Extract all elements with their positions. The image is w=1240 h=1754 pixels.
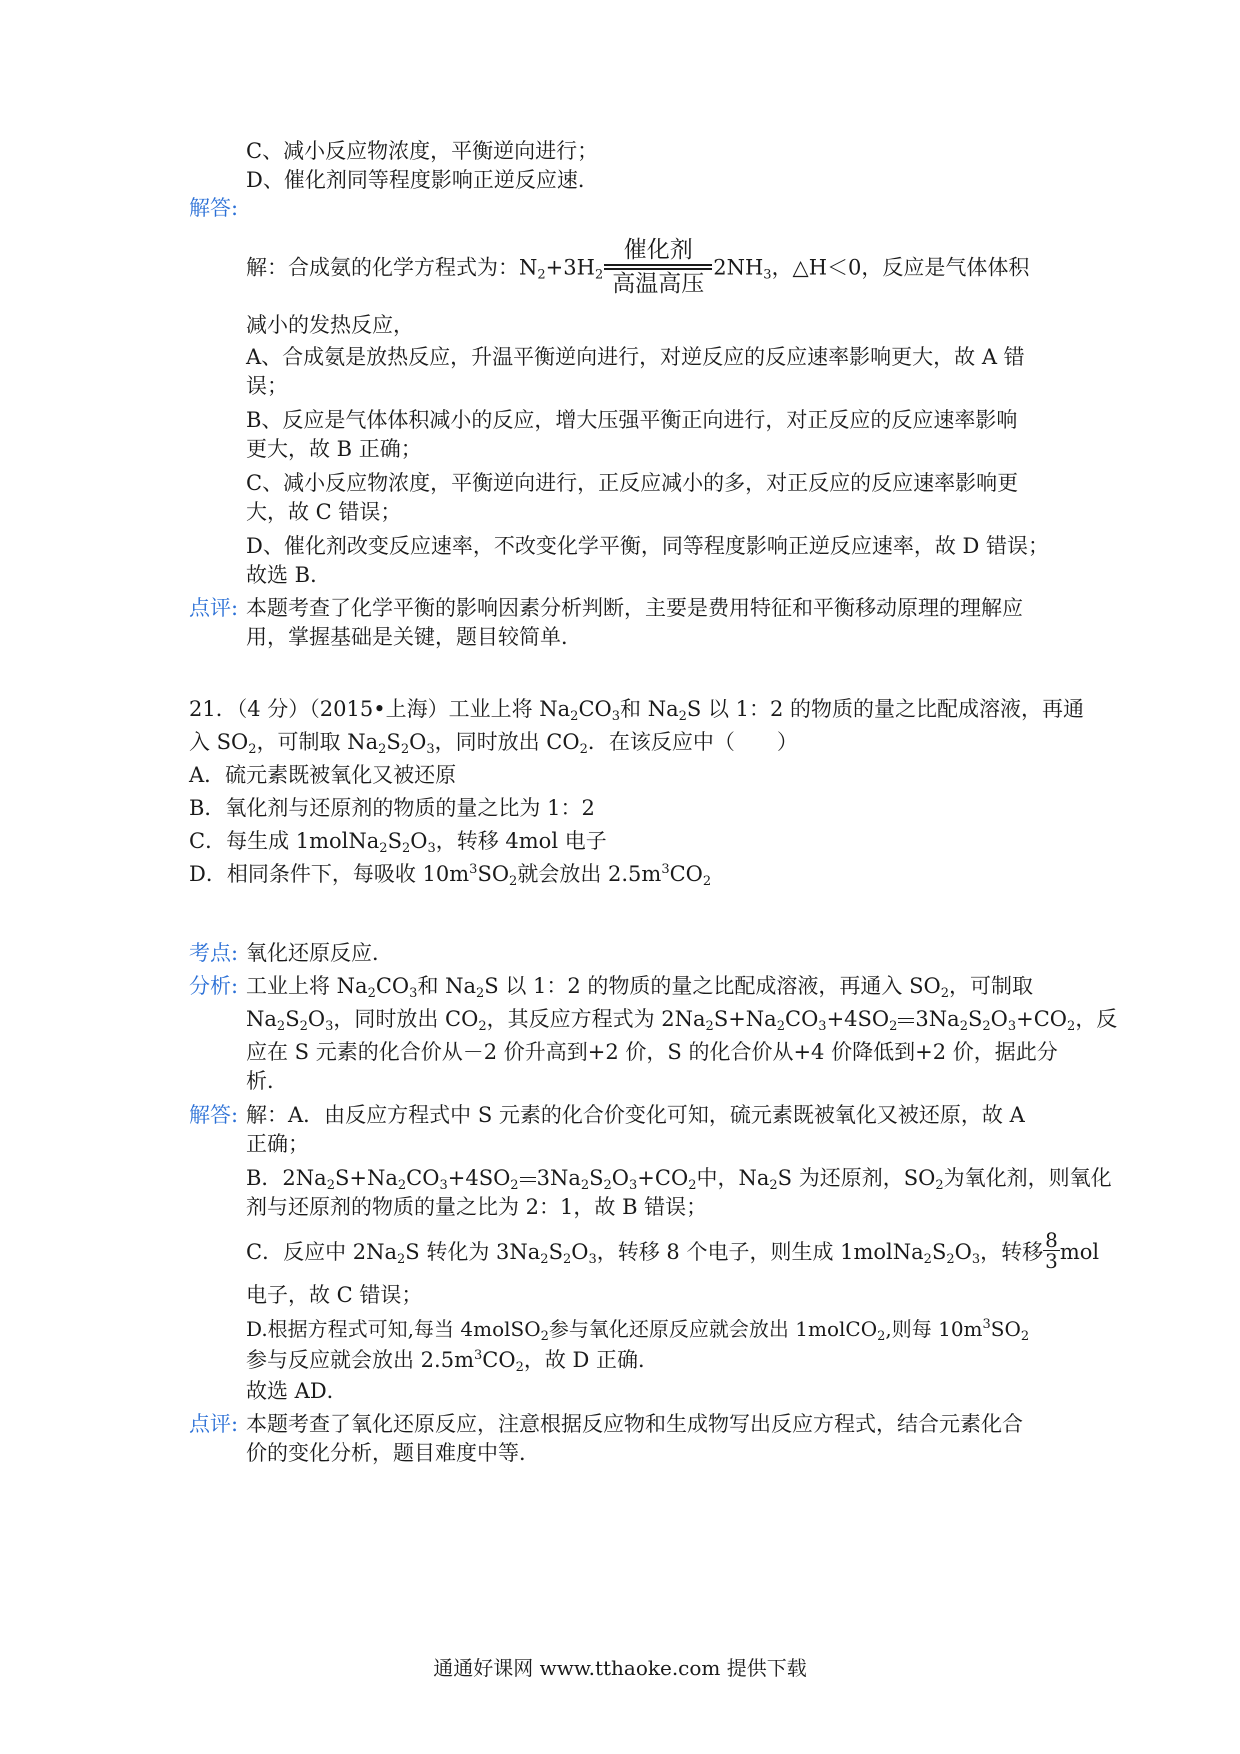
sub: 3 — [629, 1178, 638, 1193]
t: O — [611, 1166, 630, 1190]
sub: 2 — [276, 1019, 286, 1034]
sub: 2 — [397, 1252, 406, 1267]
t: +4SO — [447, 1166, 511, 1190]
prev-c1: C、减小反应物浓度，平衡逆向进行，正反应减小的多，对正反应的反应速率影响更 — [246, 471, 1019, 495]
t: 工业上将 Na — [246, 974, 368, 998]
sup: 3 — [982, 1317, 991, 1332]
t: S+Na — [334, 1166, 398, 1190]
sub: 2 — [940, 986, 949, 1001]
sub: 2 — [510, 1178, 519, 1193]
t: 3Na — [915, 1007, 960, 1031]
jieda-a1: 解：A．由反应方程式中 S 元素的化合价变化可知，硫元素既被氧化又被还原，故 A — [246, 1103, 1025, 1127]
catalyst-condition — [604, 236, 712, 298]
sup: 3 — [661, 862, 670, 877]
eq-product: 2NH — [713, 255, 764, 280]
t: ，可制取 Na — [256, 730, 379, 754]
prev-dp2: 用，掌握基础是关键，题目较简单． — [246, 625, 582, 649]
t: 为氧化剂，则氧化 — [943, 1166, 1112, 1190]
sub: 2 — [678, 709, 687, 724]
t: 参与反应就会放出 2.5m — [246, 1348, 474, 1372]
kaodian-text: 氧化还原反应． — [246, 941, 393, 965]
jieda-b2: 剂与还原剂的物质的量之比为 2：1，故 B 错误； — [246, 1195, 708, 1219]
t: ，转移 4mol 电子 — [435, 829, 607, 853]
sub: 3 — [427, 841, 436, 856]
prev-jieda-label: 解答: — [189, 196, 239, 220]
sub: 2 — [579, 742, 588, 757]
page-footer: 通通好课网 www.tthaoke.com 提供下载 — [433, 1656, 807, 1680]
q21-option-a: A．硫元素既被氧化又被还原 — [189, 763, 457, 787]
t: ，其反应方程式为 2Na — [486, 1007, 706, 1031]
sub: 2 — [935, 1178, 944, 1193]
t: S — [967, 1007, 983, 1031]
fenxi-line3: 应在 S 元素的化合价从－2 价升高到+2 价，S 的化合价从+4 价降低到+2 价，据此分 — [246, 1040, 1058, 1064]
condition-bottom: 高温高压 — [612, 271, 705, 297]
t: CO — [482, 1348, 516, 1372]
t: ．在该反应中（ ） — [587, 730, 798, 754]
condition-top: 催化剂 — [623, 237, 693, 263]
sub: 2 — [877, 1329, 886, 1344]
prev-d1: D、催化剂改变反应速率，不改变化学平衡，同等程度影响正逆反应速率，故 D 错误； — [246, 534, 1050, 558]
fenxi-label: 分析: — [189, 974, 239, 998]
t: ，反 — [1075, 1007, 1118, 1031]
t: CO — [669, 862, 703, 886]
t: C．反应中 2Na — [246, 1240, 397, 1264]
numerator: 8 — [1045, 1228, 1058, 1252]
t: 21．（4 分）（2015•上海）工业上将 Na — [189, 697, 571, 721]
fenxi-line2 — [246, 1004, 1117, 1034]
sub: 2 — [540, 1329, 549, 1344]
t: CO — [578, 697, 612, 721]
t: ，同时放出 CO — [434, 730, 580, 754]
t: ，转移 8 个电子，则生成 1molNa — [596, 1240, 924, 1264]
dianping-label: 点评: — [189, 1412, 239, 1436]
t: ，转移 — [980, 1240, 1044, 1264]
prev-b1: B、反应是气体体积减小的反应，增大压强平衡正向进行，对正反应的反应速率影响 — [246, 408, 1018, 432]
jieda-c1 — [246, 1228, 1100, 1274]
t: 和 Na — [620, 697, 679, 721]
sub: 2 — [378, 742, 387, 757]
t: D．相同条件下，每吸收 10m — [189, 862, 470, 886]
t: S — [387, 829, 402, 853]
t: ,则每 10m — [885, 1317, 983, 1341]
t: S+Na — [713, 1007, 777, 1031]
sub: 2 — [923, 1252, 932, 1267]
jieda-answer: 故选 AD． — [246, 1379, 348, 1403]
fenxi-line1 — [246, 971, 1033, 1001]
t: S — [548, 1240, 563, 1264]
sub: 2 — [889, 1019, 898, 1034]
sub: 2 — [603, 1178, 612, 1193]
sub: 2 — [702, 874, 712, 889]
t: 入 SO — [189, 730, 249, 754]
t: +4SO — [826, 1007, 890, 1031]
q21-option-d — [189, 859, 711, 889]
sub: 3 — [611, 709, 621, 724]
kaodian-label: 考点: — [189, 941, 239, 965]
sub: 2 — [326, 1178, 335, 1193]
prev-a1: A、合成氨是放热反应，升温平衡逆向进行，对逆反应的反应速率影响更大，故 A 错 — [246, 345, 1025, 369]
sub: 3 — [588, 1252, 597, 1267]
t: O — [990, 1007, 1008, 1031]
sub: 2 — [299, 1019, 308, 1034]
t: CO — [375, 974, 410, 998]
sub: 3 — [971, 1252, 981, 1267]
prev-dianping-label: 点评: — [189, 596, 239, 620]
sub: 2 — [397, 1178, 407, 1193]
t: B．2Na — [246, 1166, 327, 1190]
dianping-line1: 本题考查了氧化还原反应，注意根据反应物和生成物写出反应方程式，结合元素化合 — [246, 1412, 1023, 1436]
t: 和 Na — [417, 974, 477, 998]
t: SO — [990, 1317, 1021, 1341]
sub: 2 — [959, 1019, 968, 1034]
prev-equation-line: 解：合成氨的化学方程式为：$N_2+3H_2$ 催化剂 高温高压 $2NH_3$，△H＜0，反应是气体体积 — [246, 237, 1030, 297]
sub: 2 — [562, 1252, 572, 1267]
sub: 2 — [1020, 1329, 1030, 1344]
sub: 2 — [379, 841, 388, 856]
sub: 2 — [476, 986, 485, 1001]
t: C．每生成 1molNa — [189, 829, 380, 853]
sub: 2 — [540, 1252, 549, 1267]
sub: 2 — [594, 267, 604, 283]
t: SO — [477, 862, 510, 886]
t: S 为还原剂，SO — [777, 1166, 936, 1190]
t: 3Na — [536, 1166, 581, 1190]
sub: 2 — [367, 986, 376, 1001]
denominator: 3 — [1045, 1249, 1058, 1273]
sub: 2 — [1067, 1019, 1076, 1034]
t: S — [285, 1007, 300, 1031]
t: O — [954, 1240, 972, 1264]
sub: 3 — [409, 986, 418, 1001]
jieda-d2 — [246, 1345, 659, 1375]
prev-line2: 减小的发热反应， — [246, 313, 414, 337]
sub: 3 — [763, 267, 772, 283]
t: D.根据方程式可知,每当 4molSO — [246, 1317, 541, 1341]
t: mol — [1059, 1240, 1100, 1264]
dianping-line2: 价的变化分析，题目难度中等． — [246, 1441, 540, 1465]
t: O — [571, 1240, 589, 1264]
sub: 2 — [248, 742, 257, 757]
t: O — [410, 829, 428, 853]
jieda-b1 — [246, 1163, 1112, 1193]
t: +CO — [1016, 1007, 1068, 1031]
equals-sign — [898, 1018, 914, 1023]
q21-option-b: B．氧化剂与还原剂的物质的量之比为 1：2 — [189, 796, 595, 820]
sub: 2 — [401, 841, 411, 856]
sub: 3 — [818, 1019, 827, 1034]
t: 中，Na — [696, 1166, 770, 1190]
prev-answer: 故选 B． — [246, 563, 332, 587]
t: 参与氧化还原反应就会放出 1molCO — [548, 1317, 878, 1341]
sub: 3 — [1007, 1019, 1017, 1034]
prev-a2: 误； — [246, 374, 288, 398]
sub: 2 — [537, 267, 546, 283]
sub: 2 — [946, 1252, 955, 1267]
sub: 2 — [705, 1019, 714, 1034]
sub: 2 — [688, 1178, 697, 1193]
prev-b2: 更大，故 B 正确； — [246, 437, 422, 461]
eq-prefix: 解：合成氨的化学方程式为：N — [246, 255, 538, 280]
sub: 2 — [570, 709, 579, 724]
t: O — [307, 1007, 326, 1031]
t: CO — [785, 1007, 819, 1031]
t: S 转化为 3Na — [405, 1240, 541, 1264]
jieda-c2: 电子，故 C 错误； — [246, 1283, 423, 1307]
jieda-label: 解答: — [189, 1103, 239, 1127]
fenxi-line4: 析． — [246, 1069, 288, 1093]
t: Na — [246, 1007, 277, 1031]
sub: 2 — [478, 1019, 487, 1034]
sub: 2 — [769, 1178, 778, 1193]
prev-option-d: D、催化剂同等程度影响正逆反应速． — [246, 168, 599, 192]
sub: 2 — [580, 1178, 590, 1193]
t: O — [409, 730, 427, 754]
sup: 3 — [469, 862, 478, 877]
t: 就会放出 2.5m — [517, 862, 662, 886]
sub: 2 — [400, 742, 410, 757]
t: +CO — [637, 1166, 689, 1190]
equals-sign — [520, 1177, 536, 1182]
sup: 3 — [474, 1348, 483, 1363]
t: CO — [406, 1166, 440, 1190]
fraction-8-3 — [1043, 1230, 1060, 1271]
sub: 2 — [515, 1360, 524, 1375]
t: S — [589, 1166, 604, 1190]
sub: 2 — [982, 1019, 991, 1034]
q21-stem-line1 — [189, 694, 1084, 724]
t: S 以 1：2 的物质的量之比配成溶液，再通 — [686, 697, 1085, 721]
t: ，可制取 — [949, 974, 1033, 998]
t: ，同时放出 CO — [333, 1007, 479, 1031]
t: ，故 D 正确． — [523, 1348, 660, 1372]
prev-dp1: 本题考查了化学平衡的影响因素分析判断，主要是费用特征和平衡移动原理的理解应 — [246, 596, 1023, 620]
sub: 2 — [776, 1019, 785, 1034]
jieda-d1 — [246, 1314, 1029, 1344]
t: S 以 1：2 的物质的量之比配成溶液，再通入 SO — [484, 974, 941, 998]
sub: 3 — [439, 1178, 448, 1193]
prev-c2: 大，故 C 错误； — [246, 500, 402, 524]
prev-option-c: C、减小反应物浓度，平衡逆向进行； — [246, 139, 599, 163]
eq-tail: ，△H＜0，反应是气体体积 — [771, 255, 1030, 280]
q21-option-c — [189, 826, 607, 856]
t: S — [386, 730, 401, 754]
q21-stem-line2 — [189, 727, 798, 757]
sub: 3 — [325, 1019, 334, 1034]
jieda-a2: 正确； — [246, 1132, 309, 1156]
sub: 2 — [509, 874, 518, 889]
sub: 3 — [426, 742, 435, 757]
t: S — [931, 1240, 947, 1264]
